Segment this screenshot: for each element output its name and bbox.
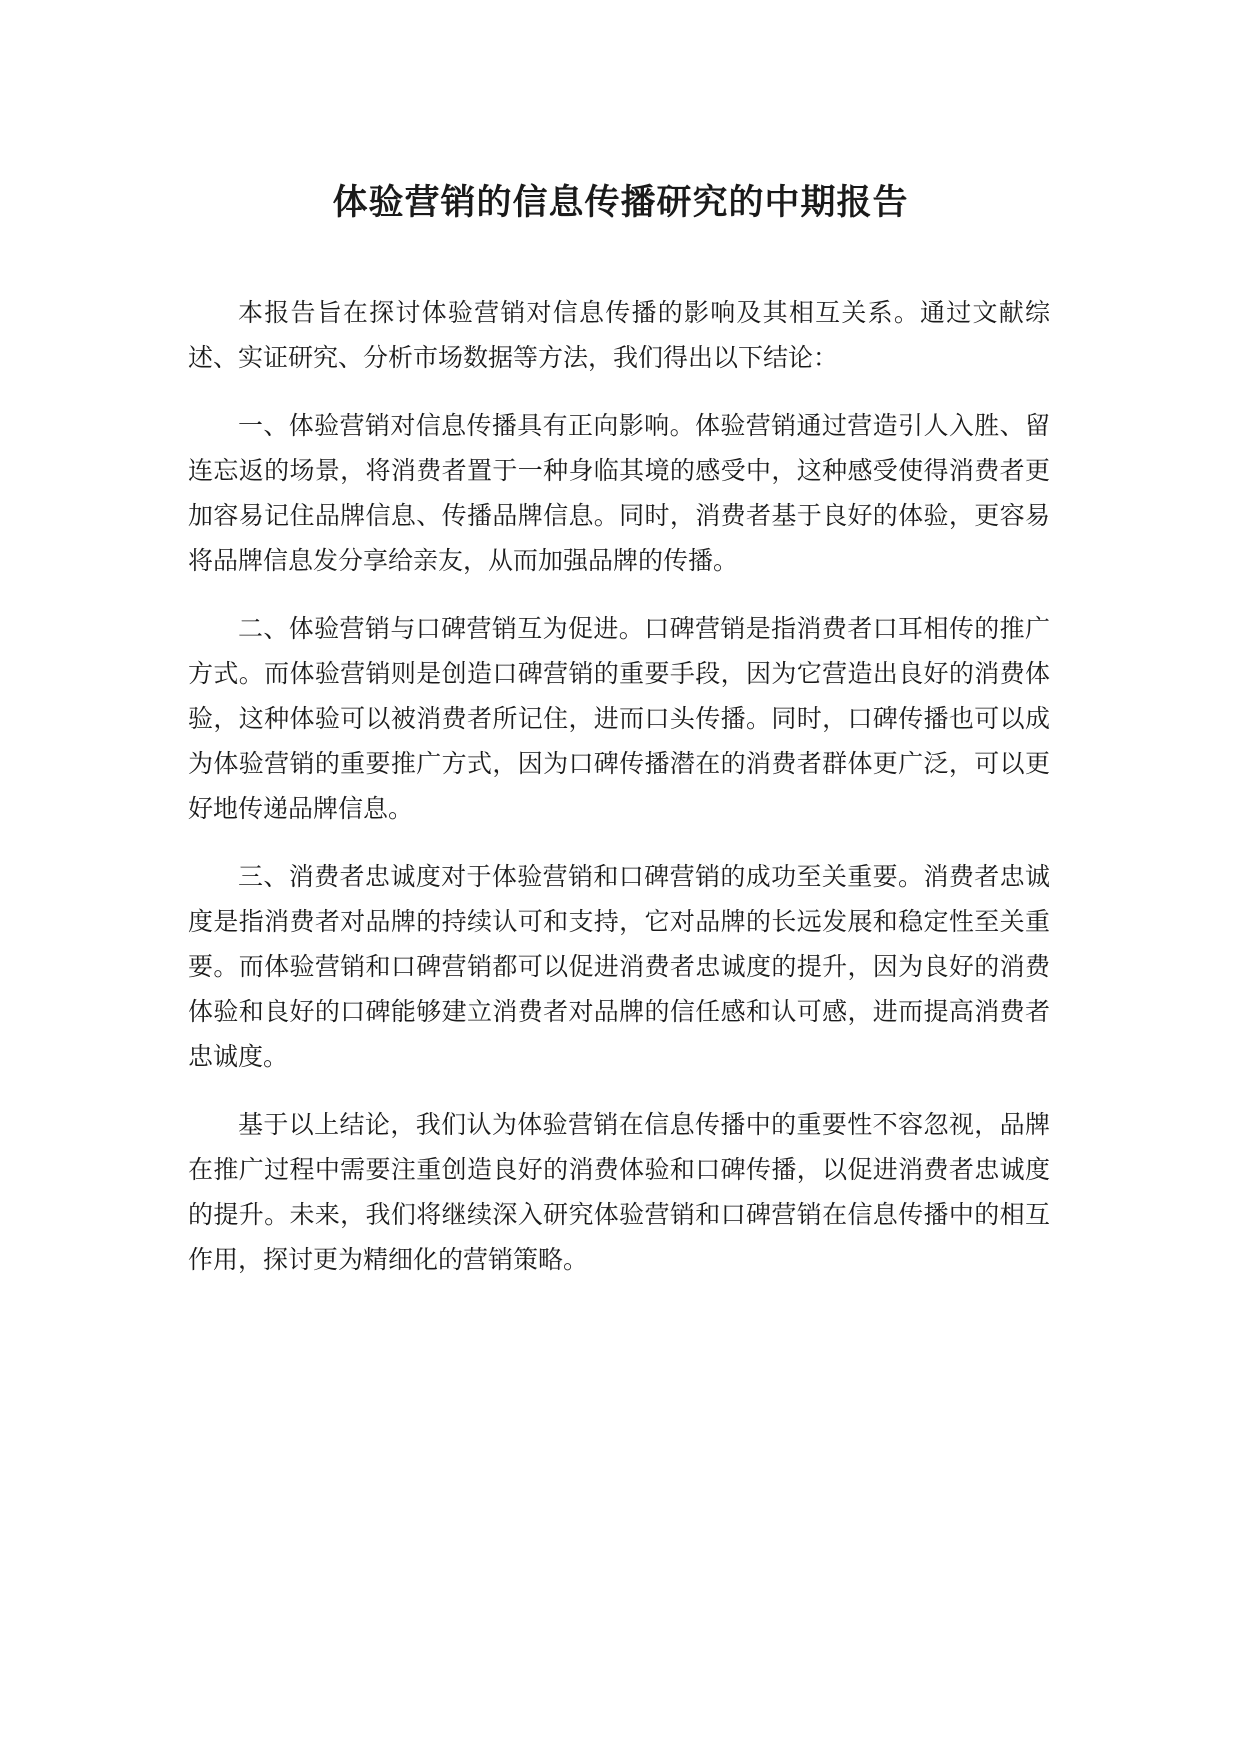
document-body xyxy=(188,290,1050,1305)
paragraph-conclusion-2: 二、体验营销与口碑营销互为促进。口碑营销是指消费者口耳相传的推广方式。而体验营销则是创造口碑营销的重要手段，因为它营造出良好的消费体验，这种体验可以被消费者所记住，进而口头传播。同时，口碑传播也可以成为体验营销的重要推广方式，因为口碑传播潜在的消费者群体更广泛，可以更好地传递品牌信息。 xyxy=(188,614,1050,823)
paragraph-conclusion-3: 三、消费者忠诚度对于体验营销和口碑营销的成功至关重要。消费者忠诚度是指消费者对品牌的持续认可和支持，它对品牌的长远发展和稳定性至关重要。而体验营销和口碑营销都可以促进消费者忠诚度的提升，因为良好的消费体验和良好的口碑能够建立消费者对品牌的信任感和认可感，进而提高消费者忠诚度。 xyxy=(188,862,1050,1071)
document-title: 体验营销的信息传播研究的中期报告 xyxy=(332,183,909,223)
paragraph-summary: 基于以上结论，我们认为体验营销在信息传播中的重要性不容忽视，品牌在推广过程中需要注重创造良好的消费体验和口碑传播，以促进消费者忠诚度的提升。未来，我们将继续深入研究体验营销和口碑营销在信息传播中的相互作用，探讨更为精细化的营销策略。 xyxy=(188,1110,1050,1274)
paragraph-intro: 本报告旨在探讨体验营销对信息传播的影响及其相互关系。通过文献综述、实证研究、分析市场数据等方法，我们得出以下结论： xyxy=(188,298,1050,372)
paragraph-conclusion-1: 一、体验营销对信息传播具有正向影响。体验营销通过营造引人入胜、留连忘返的场景，将消费者置于一种身临其境的感受中，这种感受使得消费者更加容易记住品牌信息、传播品牌信息。同时，消费者基于良好的体验，更容易将品牌信息发分享给亲友，从而加强品牌的传播。 xyxy=(188,411,1050,575)
